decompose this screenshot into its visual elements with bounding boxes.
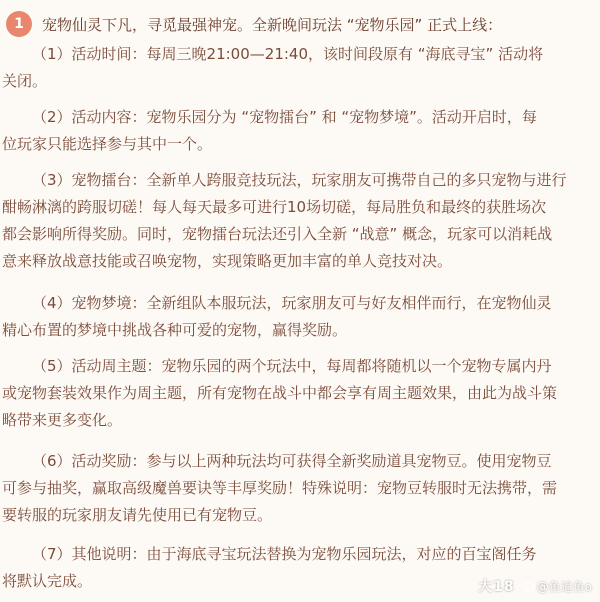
paragraph-line: 将默认完成。 xyxy=(2,572,93,590)
paragraph-line: （2）活动内容：宠物乐园分为 “宠物擂台” 和 “宠物梦境”。活动开启时，每 xyxy=(32,108,537,126)
paragraph-line: 可参与抽奖，赢取高级魔兽要诀等丰厚奖励！特殊说明：宠物豆转服时无法携带，需 xyxy=(2,479,558,497)
weibo-icon xyxy=(521,579,535,593)
paragraph-line: 关闭。 xyxy=(2,72,48,90)
paragraph-line: 或宠物套装效果作为周主题，所有宠物在战斗中都会享有周主题效果，由此为战斗策 xyxy=(2,384,558,402)
watermark-brand: 大18 xyxy=(478,579,515,595)
paragraph-line: 略带来更多变化。 xyxy=(2,411,123,429)
article-heading xyxy=(6,9,502,39)
paragraph-line: 要转服的玩家朋友请先使用已有宠物豆。 xyxy=(2,506,273,524)
paragraph-line: （5）活动周主题：宠物乐园的两个玩法中，每周都将随机以一个宠物专属内丹 xyxy=(32,357,552,375)
watermark-handle: @鱼追鱼o xyxy=(536,579,592,594)
paragraph-line: （4）宠物梦境：全新组队本服玩法，玩家朋友可与好友相伴而行，在宠物仙灵 xyxy=(32,294,552,312)
watermark xyxy=(478,576,592,596)
paragraph-activity-content xyxy=(2,104,584,158)
paragraph-line: 位玩家只能选择参与其中一个。 xyxy=(2,135,213,153)
heading-text: 宠物仙灵下凡，寻觅最强神宠。全新晚间玩法 “宠物乐园” 正式上线： xyxy=(42,15,503,34)
paragraph-line: （3）宠物擂台：全新单人跨服竞技玩法，玩家朋友可携带自己的多只宠物与进行 xyxy=(32,171,567,189)
paragraph-line: （7）其他说明：由于海底寻宝玩法替换为宠物乐园玩法，对应的百宝阁任务 xyxy=(32,545,537,563)
number-badge: 1 xyxy=(6,11,32,37)
paragraph-line: （6）活动奖励：参与以上两种玩法均可获得全新奖励道具宠物豆。使用宠物豆 xyxy=(32,452,552,470)
paragraph-weekly-theme xyxy=(2,353,584,434)
paragraph-line: 意来释放战意技能或召唤宠物，实现策略更加丰富的单人竞技对决。 xyxy=(2,252,453,270)
paragraph-pet-arena xyxy=(2,167,584,275)
paragraph-line: 精心布置的梦境中挑战各种可爱的宠物，赢得奖励。 xyxy=(2,321,348,339)
paragraph-line: （1）活动时间：每周三晚21:00—21:40，该时间段原有 “海底寻宝” 活动将 xyxy=(32,45,544,63)
paragraph-activity-rewards xyxy=(2,448,584,529)
paragraph-line: 都会影响所得奖励。同时，宠物擂台玩法还引入全新 “战意” 概念，玩家可以消耗战 xyxy=(2,225,553,243)
paragraph-pet-dreamland xyxy=(2,290,584,344)
paragraph-activity-time xyxy=(2,41,584,95)
paragraph-line: 酣畅淋漓的跨服切磋！每人每天最多可进行10场切磋，每局胜负和最终的获胜场次 xyxy=(2,198,547,216)
